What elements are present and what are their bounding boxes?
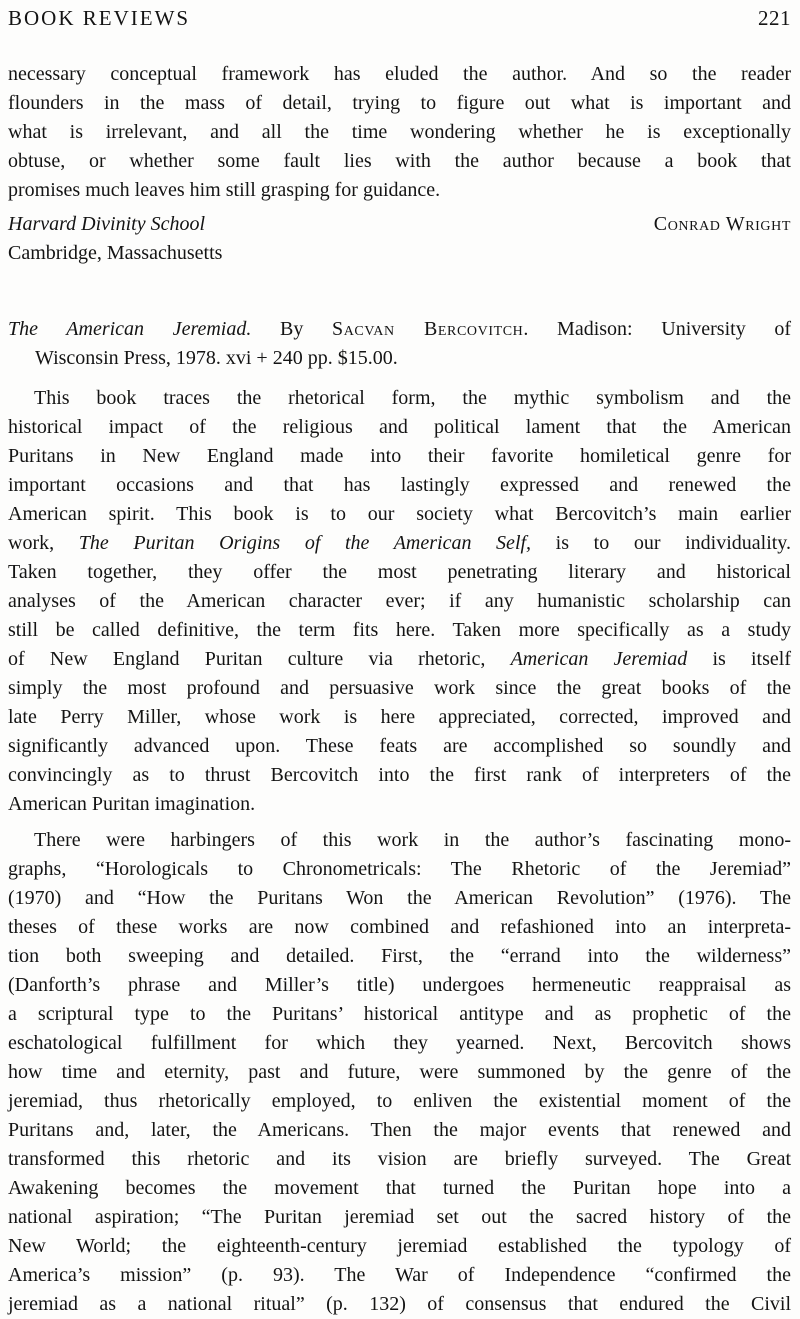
text-segment: is to our individuality. xyxy=(531,532,792,554)
reviewer-name: Conrad Wright xyxy=(653,213,791,235)
signature-row xyxy=(8,210,791,239)
text-line xyxy=(8,826,791,855)
text-segment: of New England Puritan culture via rhetoric, xyxy=(8,648,511,670)
text-line xyxy=(8,761,791,790)
text-line xyxy=(8,1029,791,1058)
text-segment: still be called definitive, the term fits here. Taken more specifically as a study xyxy=(8,619,791,641)
text-segment: Awakening becomes the movement that turned the Puritan hope into a xyxy=(8,1177,791,1199)
text-line xyxy=(8,645,791,674)
text-segment: There were harbingers of this work in the author’s fascinating mono- xyxy=(34,829,791,851)
text-line xyxy=(8,1000,791,1029)
text-line xyxy=(8,176,791,205)
text-segment: America’s mission” (p. 93). The War of Independence “confirmed the xyxy=(8,1264,791,1286)
text-line xyxy=(8,855,791,884)
text-segment: graphs, “Horologicals to Chronometricals: The Rhetoric of the Jeremiad” xyxy=(8,858,791,880)
text-segment: necessary conceptual framework has eluded the author. And so the reader xyxy=(8,63,791,85)
review-paragraph-2 xyxy=(8,826,791,1319)
text-line xyxy=(8,1087,791,1116)
text-line xyxy=(8,118,791,147)
page-header xyxy=(8,5,791,31)
text-segment: Puritans and, later, the Americans. Then the major events that renewed and xyxy=(8,1119,791,1141)
text-line xyxy=(8,587,791,616)
styled-text-segment: American Jeremiad xyxy=(510,648,688,670)
text-line xyxy=(8,413,791,442)
reviewer-institution: Harvard Divinity School xyxy=(8,213,206,235)
text-line xyxy=(8,384,791,413)
styled-text-segment: The American Jeremiad. xyxy=(8,318,252,340)
text-segment: By xyxy=(251,318,332,340)
text-segment: (1970) and “How the Puritans Won the American Revolution” (1976). The xyxy=(8,887,791,909)
page-number: 221 xyxy=(758,6,791,30)
reviewer-location: Cambridge, Massachusetts xyxy=(8,242,223,264)
text-line xyxy=(8,1058,791,1087)
text-line xyxy=(8,1261,791,1290)
styled-text-segment: Sacvan Bercovitch xyxy=(332,318,524,340)
text-segment: convincingly as to thrust Bercovitch into the first rank of interpreters of the xyxy=(8,764,791,786)
text-segment: Puritans in New England made into their favorite homiletical genre for xyxy=(8,445,791,467)
text-line xyxy=(8,147,791,176)
text-line xyxy=(8,442,791,471)
previous-review-closing-paragraph xyxy=(8,60,791,205)
book-citation xyxy=(8,315,791,373)
text-segment: American spirit. This book is to our society what Bercovitch’s main earlier xyxy=(8,503,791,525)
text-line xyxy=(8,1145,791,1174)
text-segment: New World; the eighteenth-century jeremiad established the typology of xyxy=(8,1235,791,1257)
text-line xyxy=(8,1174,791,1203)
text-line xyxy=(8,884,791,913)
styled-text-segment: The Puritan Origins of the American Self, xyxy=(78,532,532,554)
text-segment: analyses of the American character ever; if any humanistic scholarship can xyxy=(8,590,791,612)
text-segment: how time and eternity, past and future, were summoned by the genre of the xyxy=(8,1061,791,1083)
text-line xyxy=(8,1290,791,1319)
text-segment: American Puritan imagination. xyxy=(8,793,256,815)
running-head: BOOK REVIEWS xyxy=(8,6,191,30)
text-line xyxy=(8,558,791,587)
text-line xyxy=(8,1232,791,1261)
text-segment: national aspiration; “The Puritan jeremiad set out the sacred history of the xyxy=(8,1206,791,1228)
text-line xyxy=(8,913,791,942)
review-signature xyxy=(8,210,791,268)
text-segment: significantly advanced upon. These feats are accomplished so soundly and xyxy=(8,735,791,757)
text-line xyxy=(8,315,791,344)
text-segment: simply the most profound and persuasive work since the great books of the xyxy=(8,677,791,699)
text-segment: flounders in the mass of detail, trying to figure out what is important and xyxy=(8,92,791,114)
text-segment: historical impact of the religious and political lament that the American xyxy=(8,416,791,438)
text-line xyxy=(8,60,791,89)
text-line xyxy=(8,674,791,703)
text-segment: late Perry Miller, whose work is here appreciated, corrected, improved and xyxy=(8,706,791,728)
text-segment: transformed this rhetoric and its vision are briefly surveyed. The Great xyxy=(8,1148,791,1170)
text-segment: (Danforth’s phrase and Miller’s title) undergoes hermeneutic reappraisal as xyxy=(8,974,791,996)
text-line xyxy=(8,500,791,529)
text-segment: . Madison: University of xyxy=(523,318,791,340)
text-segment: is itself xyxy=(687,648,791,670)
text-line xyxy=(8,471,791,500)
text-segment: This book traces the rhetorical form, the mythic symbolism and the xyxy=(34,387,791,409)
text-segment: Wisconsin Press, 1978. xvi + 240 pp. $15.00. xyxy=(35,347,398,369)
text-line xyxy=(8,529,791,558)
text-line xyxy=(8,971,791,1000)
text-segment: jeremiad, thus rhetorically employed, to enliven the existential moment of the xyxy=(8,1090,791,1112)
text-line xyxy=(8,703,791,732)
text-segment: eschatological fulfillment for which they yearned. Next, Bercovitch shows xyxy=(8,1032,791,1054)
text-segment: jeremiad as a national ritual” (p. 132) of consensus that endured the Civil xyxy=(8,1293,791,1315)
text-line xyxy=(8,89,791,118)
text-line xyxy=(8,344,791,373)
text-line xyxy=(8,1116,791,1145)
text-line xyxy=(8,1203,791,1232)
text-line xyxy=(8,942,791,971)
text-segment: Taken together, they offer the most penetrating literary and historical xyxy=(8,561,791,583)
review-paragraph-1 xyxy=(8,384,791,819)
text-line xyxy=(8,732,791,761)
text-segment: promises much leaves him still grasping for guidance. xyxy=(8,179,441,201)
text-segment: what is irrelevant, and all the time wondering whether he is exceptionally xyxy=(8,121,791,143)
text-segment: work, xyxy=(8,532,79,554)
text-segment: a scriptural type to the Puritans’ historical antitype and as prophetic of the xyxy=(8,1003,791,1025)
text-segment: important occasions and that has lastingly expressed and renewed the xyxy=(8,474,791,496)
text-line xyxy=(8,790,791,819)
text-segment: obtuse, or whether some fault lies with the author because a book that xyxy=(8,150,791,172)
text-segment: theses of these works are now combined and refashioned into an interpreta- xyxy=(8,916,791,938)
text-segment: tion both sweeping and detailed. First, the “errand into the wilderness” xyxy=(8,945,791,967)
text-line xyxy=(8,616,791,645)
